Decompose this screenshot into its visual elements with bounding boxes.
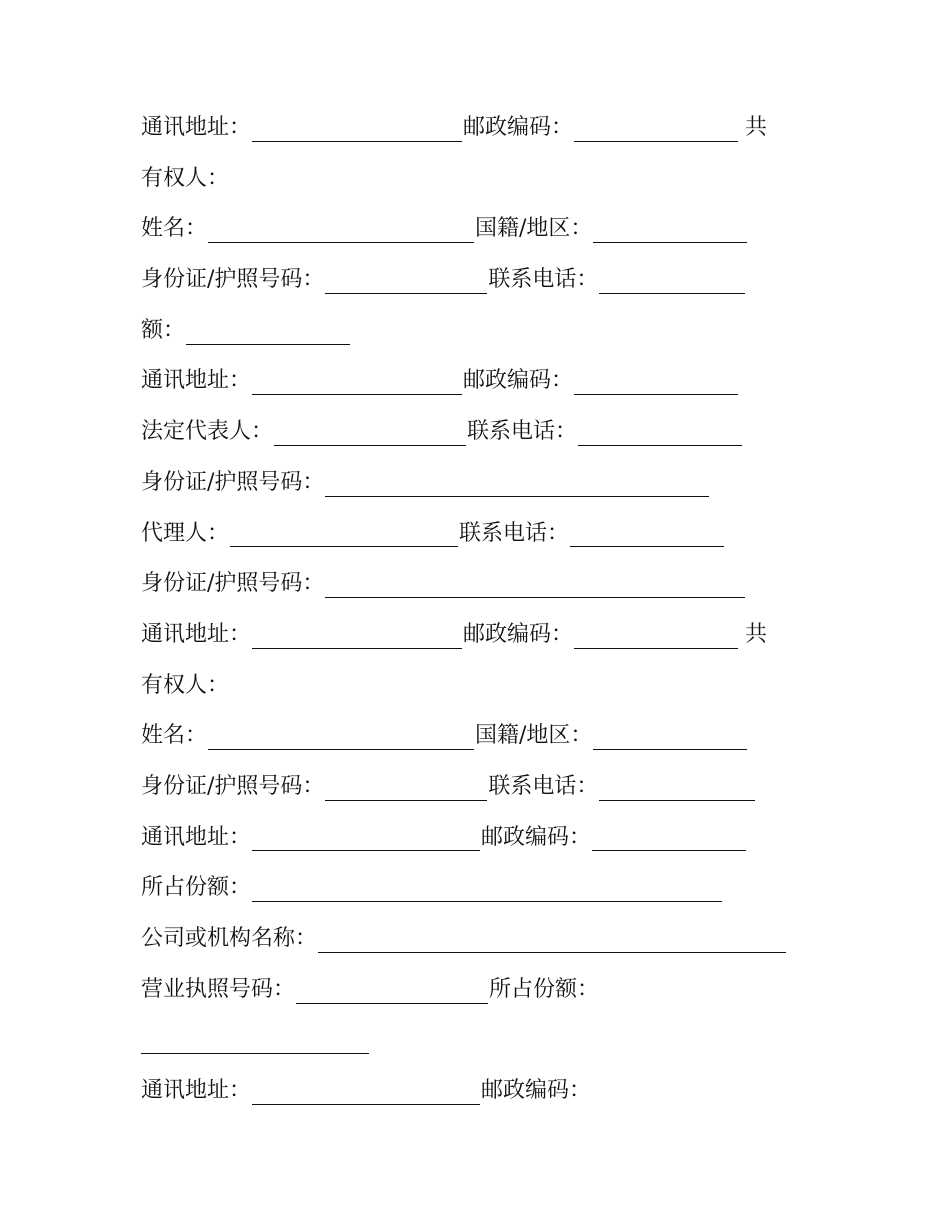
label-agent: 代理人： — [141, 520, 230, 546]
label-legal-representative: 法定代表人： — [141, 419, 274, 445]
address-blank[interactable] — [252, 115, 462, 142]
nationality-blank[interactable] — [593, 723, 747, 750]
postcode-blank[interactable] — [574, 115, 738, 142]
form-line-id-2 — [141, 458, 821, 509]
label-phone: 联系电话： — [459, 520, 570, 546]
nationality-blank[interactable] — [593, 216, 747, 243]
form-line-legal-rep — [141, 407, 821, 458]
form-line-id-phone-1 — [141, 255, 821, 306]
label-address: 通讯地址： — [141, 824, 252, 850]
name-blank[interactable] — [208, 723, 474, 750]
form-line-agent — [141, 509, 821, 560]
form-line-company-name — [141, 914, 821, 965]
address-blank[interactable] — [252, 1078, 480, 1105]
business-license-blank[interactable] — [296, 977, 488, 1004]
legal-representative-blank[interactable] — [274, 419, 466, 446]
postcode-blank[interactable] — [592, 824, 746, 851]
label-id-passport: 身份证/护照号码： — [141, 267, 325, 293]
form-line-share-1 — [141, 306, 821, 357]
form-document — [141, 103, 821, 1117]
form-line-address-1 — [141, 103, 821, 154]
label-postcode: 邮政编码： — [463, 621, 574, 647]
label-phone: 联系电话： — [488, 773, 599, 799]
label-share: 所占份额： — [489, 976, 600, 1002]
phone-blank[interactable] — [599, 774, 755, 801]
share-blank[interactable] — [141, 1027, 369, 1054]
label-share: 所占份额： — [141, 875, 252, 901]
label-coowner: 有权人： — [141, 672, 230, 698]
share-blank[interactable] — [252, 875, 722, 902]
text-fragment: 共 — [745, 115, 768, 140]
phone-blank[interactable] — [599, 267, 745, 294]
form-line-id-3 — [141, 559, 821, 610]
label-id-passport: 身份证/护照号码： — [141, 571, 325, 597]
label-company-name: 公司或机构名称： — [141, 926, 318, 951]
company-name-blank[interactable] — [318, 926, 786, 953]
phone-blank[interactable] — [578, 419, 742, 446]
label-phone: 联系电话： — [467, 419, 578, 445]
label-address: 通讯地址： — [141, 368, 252, 394]
label-address: 通讯地址： — [141, 621, 252, 647]
address-blank[interactable] — [252, 824, 480, 851]
postcode-blank[interactable] — [574, 622, 738, 649]
form-line-name-1 — [141, 204, 821, 255]
form-line-business-license — [141, 965, 821, 1016]
label-postcode: 邮政编码： — [463, 368, 574, 394]
form-line-address-2 — [141, 356, 821, 407]
label-postcode: 邮政编码： — [463, 115, 574, 140]
form-line-id-phone-2 — [141, 762, 821, 813]
label-name: 姓名： — [141, 723, 208, 749]
label-share-fragment: 额： — [141, 317, 186, 343]
form-line-address-3 — [141, 610, 821, 661]
id-passport-blank[interactable] — [325, 470, 709, 497]
form-line-coowner-heading-1 — [141, 154, 821, 205]
label-postcode: 邮政编码： — [481, 824, 592, 850]
label-id-passport: 身份证/护照号码： — [141, 773, 325, 799]
form-line-address-5 — [141, 1066, 821, 1117]
phone-blank[interactable] — [570, 520, 724, 547]
form-line-name-2 — [141, 711, 821, 762]
id-passport-blank[interactable] — [325, 267, 487, 294]
form-line-coowner-heading-2 — [141, 661, 821, 712]
label-coowner: 有权人： — [141, 165, 230, 191]
form-line-address-4 — [141, 813, 821, 864]
text-fragment: 共 — [745, 621, 768, 647]
label-business-license: 营业执照号码： — [141, 976, 296, 1002]
label-address: 通讯地址： — [141, 115, 252, 140]
label-nationality: 国籍/地区： — [475, 723, 593, 749]
id-passport-blank[interactable] — [325, 571, 745, 598]
name-blank[interactable] — [208, 216, 474, 243]
label-nationality: 国籍/地区： — [475, 216, 593, 242]
address-blank[interactable] — [252, 368, 462, 395]
label-id-passport: 身份证/护照号码： — [141, 469, 325, 495]
label-address: 通讯地址： — [141, 1078, 252, 1104]
label-postcode: 邮政编码： — [481, 1078, 592, 1104]
label-phone: 联系电话： — [488, 267, 599, 293]
address-blank[interactable] — [252, 622, 462, 649]
label-name: 姓名： — [141, 216, 208, 242]
postcode-blank[interactable] — [574, 368, 738, 395]
share-blank[interactable] — [186, 318, 350, 345]
agent-blank[interactable] — [230, 520, 458, 547]
form-line-share-continuation — [141, 1015, 821, 1066]
form-line-share-2 — [141, 863, 821, 914]
id-passport-blank[interactable] — [325, 774, 487, 801]
